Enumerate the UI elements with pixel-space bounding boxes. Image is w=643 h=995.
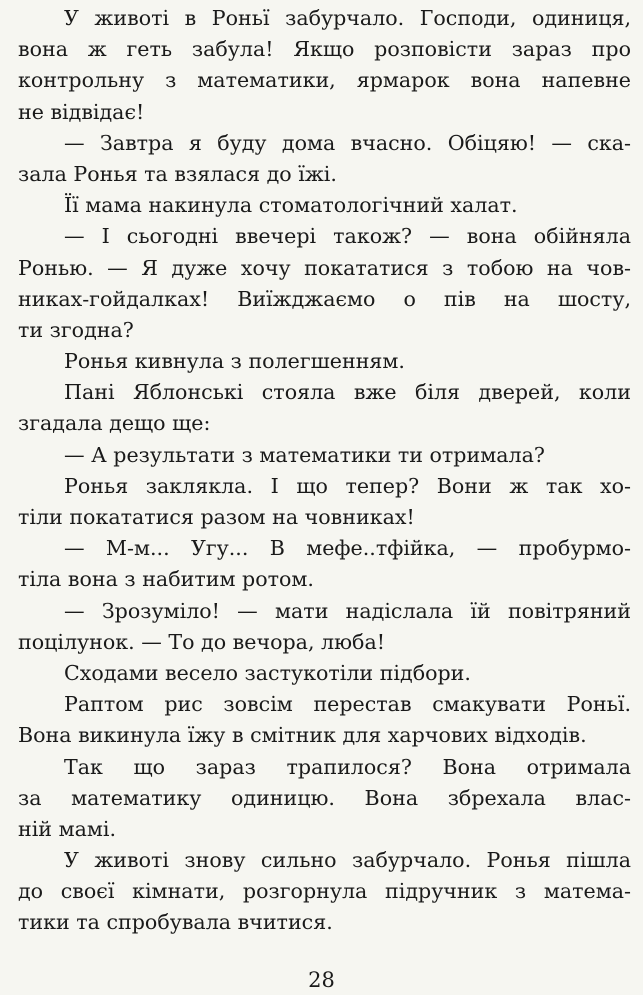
text-line: — М-м... Угу... В мефе..тфійка, — пробурмо- [64,536,631,561]
text-line: Так що зараз трапилося? Вона отримала [64,754,631,779]
text-line: не відвідає! [18,99,145,124]
page-number: 28 [308,968,335,992]
text-line: тіли покататися разом на човниках! [18,505,415,529]
text-line: зала Ронья та взялася до їжі. [18,161,337,186]
text-line: Її мама накинула стоматологічний халат. [64,193,518,218]
text-line: вона ж геть забула! Якщо розповісти зараз про [18,37,631,62]
text-line: ти згодна? [18,317,134,342]
text-line: Сходами весело застукотіли підбори. [64,660,471,685]
text-line: тіла вона з набитим ротом. [18,567,314,592]
text-line: ній мамі. [18,816,117,841]
text-line: Ронья кивнула з полегшенням. [64,349,405,374]
text-line: Ронью. — Я дуже хочу покататися з тобою на чов- [18,255,631,280]
text-line: — А результати з математики ти отримала? [64,442,545,467]
text-line: згадала дещо ще: [18,411,211,436]
text-line: никах-гойдалках! Виїжджаємо о пів на шосту, [18,286,631,311]
text-line: поцілунок. — То до вечора, люба! [18,629,385,654]
text-line: тики та спробувала вчитися. [18,910,333,935]
text-line: — Зрозуміло! — мати надіслала їй повітряний [64,598,631,623]
text-line: — І сьогодні ввечері також? — вона обійняла [64,224,631,249]
text-line: У животі в Роньї забурчало. Господи, одиниця, [64,6,631,30]
text-line: — Завтра я буду дома вчасно. Обіцяю! — ска- [64,130,631,155]
text-line: Вона викинула їжу в смітник для харчових відходів. [18,723,587,748]
text-line: до своєї кімнати, розгорнула підручник з матема- [18,879,631,904]
text-line: за математику одиницю. Вона збрехала влас- [18,785,631,810]
text-line: Ронья заклякла. І що тепер? Вони ж так хо- [64,473,631,498]
text-line: У животі знову сильно забурчало. Ронья пішла [64,848,631,873]
text-line: Пані Яблонські стояла вже біля дверей, коли [64,380,631,405]
text-line: Раптом рис зовсім перестав смакувати Роньї. [64,692,631,717]
text-line: контрольну з математики, ярмарок вона напевне [18,68,631,93]
page-body [18,3,631,939]
